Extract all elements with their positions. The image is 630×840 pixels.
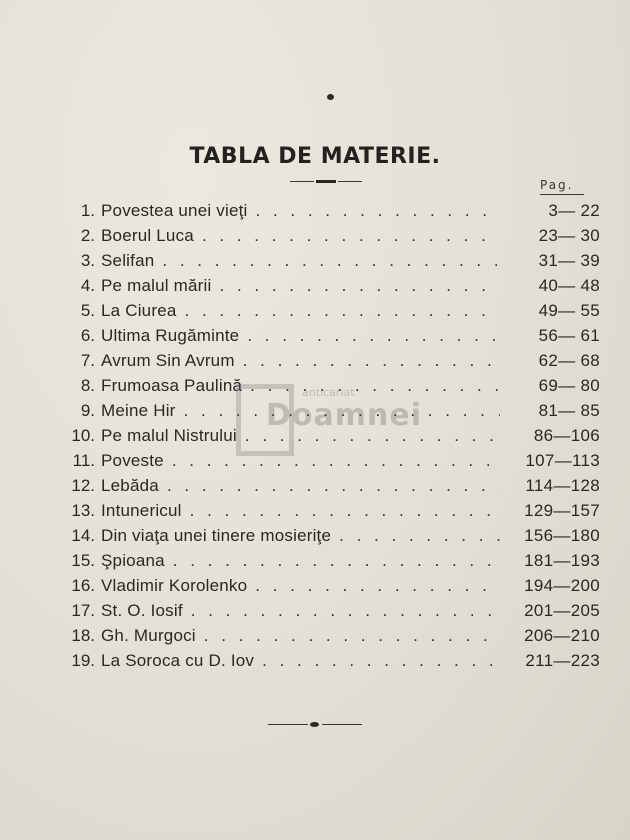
dot-leader	[196, 623, 500, 648]
toc-entry	[40, 448, 600, 473]
dot-leader	[183, 598, 500, 623]
page-title: TABLA DE MATERIE.	[189, 144, 441, 169]
dot-leader	[254, 648, 500, 673]
entry-pages: 49— 55	[538, 301, 600, 320]
entry-number: 12.	[71, 476, 95, 495]
toc-entry	[40, 573, 600, 598]
entry-number: 8.	[80, 376, 95, 395]
dot-leader	[165, 548, 500, 573]
entry-number: 9.	[80, 401, 95, 420]
entry-pages: 211—223	[525, 651, 600, 670]
dot-leader	[237, 423, 500, 448]
footer-ornament	[268, 722, 362, 728]
toc-entry	[40, 473, 600, 498]
entry-number: 1.	[80, 201, 95, 220]
entry-title: Meine Hir	[101, 401, 176, 420]
entry-pages: 62— 68	[538, 351, 600, 370]
entry-title: Selifan	[101, 251, 155, 270]
toc-entry	[40, 598, 600, 623]
dot-leader	[154, 248, 500, 273]
entry-title: Lebăda	[101, 476, 159, 495]
entry-pages: 181—193	[524, 551, 600, 570]
toc-entry	[40, 248, 600, 273]
toc-entry	[40, 273, 600, 298]
entry-pages: 156—180	[524, 526, 600, 545]
entry-number: 18.	[71, 626, 95, 645]
entry-pages: 3— 22	[548, 201, 600, 220]
toc-entry	[40, 523, 600, 548]
entry-pages: 81— 85	[538, 401, 600, 420]
toc-entry	[40, 373, 600, 398]
entry-title: La Soroca cu D. Iov	[101, 651, 255, 670]
toc-entry	[40, 323, 600, 348]
entry-pages: 69— 80	[538, 376, 600, 395]
entry-number: 13.	[71, 501, 95, 520]
entry-number: 15.	[71, 551, 95, 570]
entry-pages: 31— 39	[538, 251, 600, 270]
entry-number: 16.	[71, 576, 95, 595]
dot-leader	[239, 323, 500, 348]
entry-title: Intunericul	[101, 501, 182, 520]
table-of-contents	[40, 198, 600, 673]
entry-pages: 129—157	[524, 501, 600, 520]
entry-number: 3.	[80, 251, 95, 270]
entry-pages: 201—205	[524, 601, 600, 620]
entry-title: St. O. Iosif	[101, 601, 183, 620]
dot-leader	[242, 373, 500, 398]
entry-pages: 194—200	[524, 576, 600, 595]
toc-entry	[40, 348, 600, 373]
dot-leader	[248, 198, 501, 223]
entry-number: 19.	[71, 651, 95, 670]
dot-leader	[159, 473, 500, 498]
entry-pages: 107—113	[525, 451, 600, 470]
toc-entry	[40, 548, 600, 573]
entry-title: La Ciurea	[101, 301, 177, 320]
entry-pages: 206—210	[524, 626, 600, 645]
page-column-label: Pag.	[540, 178, 574, 192]
entry-title: Ultima Rugăminte	[101, 326, 240, 345]
entry-number: 4.	[80, 276, 95, 295]
entry-title: Din viaţa unei tinere mosieriţe	[101, 526, 332, 545]
toc-entry	[40, 223, 600, 248]
dot-leader	[176, 398, 500, 423]
entry-pages: 40— 48	[538, 276, 600, 295]
toc-entry	[40, 298, 600, 323]
entry-title: Povestea unei vieţi	[101, 201, 248, 220]
page-column-rule	[540, 194, 584, 195]
entry-pages: 56— 61	[538, 326, 600, 345]
entry-title: Frumoasa Paulină	[101, 376, 243, 395]
toc-entry	[40, 648, 600, 673]
toc-entry	[40, 423, 600, 448]
title-ornament	[290, 181, 362, 183]
toc-entry	[40, 623, 600, 648]
entry-title: Avrum Sin Avrum	[101, 351, 235, 370]
ink-speck	[327, 94, 334, 100]
entry-number: 6.	[80, 326, 95, 345]
entry-number: 17.	[71, 601, 95, 620]
entry-pages: 86—106	[533, 426, 600, 445]
entry-number: 7.	[80, 351, 95, 370]
entry-title: Vladimir Korolenko	[101, 576, 248, 595]
entry-number: 10.	[71, 426, 95, 445]
entry-title: Poveste	[101, 451, 164, 470]
entry-pages: 114—128	[525, 476, 600, 495]
entry-number: 11.	[72, 451, 95, 470]
dot-leader	[212, 273, 501, 298]
entry-title: Pe malul Nistrului	[101, 426, 237, 445]
entry-number: 2.	[80, 226, 95, 245]
entry-title: Gh. Murgoci	[101, 626, 196, 645]
entry-title: Şpioana	[101, 551, 165, 570]
dot-leader	[247, 573, 500, 598]
dot-leader	[164, 448, 500, 473]
toc-entry	[40, 398, 600, 423]
entry-number: 14.	[71, 526, 95, 545]
toc-entry	[40, 198, 600, 223]
dot-leader	[331, 523, 500, 548]
entry-title: Pe malul mării	[101, 276, 212, 295]
watermark-logo: anticariat Doamnei	[236, 380, 396, 458]
entry-number: 5.	[80, 301, 95, 320]
dot-leader	[194, 223, 500, 248]
toc-entry	[40, 498, 600, 523]
dot-leader	[177, 298, 500, 323]
dot-leader	[235, 348, 500, 373]
dot-leader	[182, 498, 500, 523]
entry-title: Boerul Luca	[101, 226, 194, 245]
entry-pages: 23— 30	[538, 226, 600, 245]
